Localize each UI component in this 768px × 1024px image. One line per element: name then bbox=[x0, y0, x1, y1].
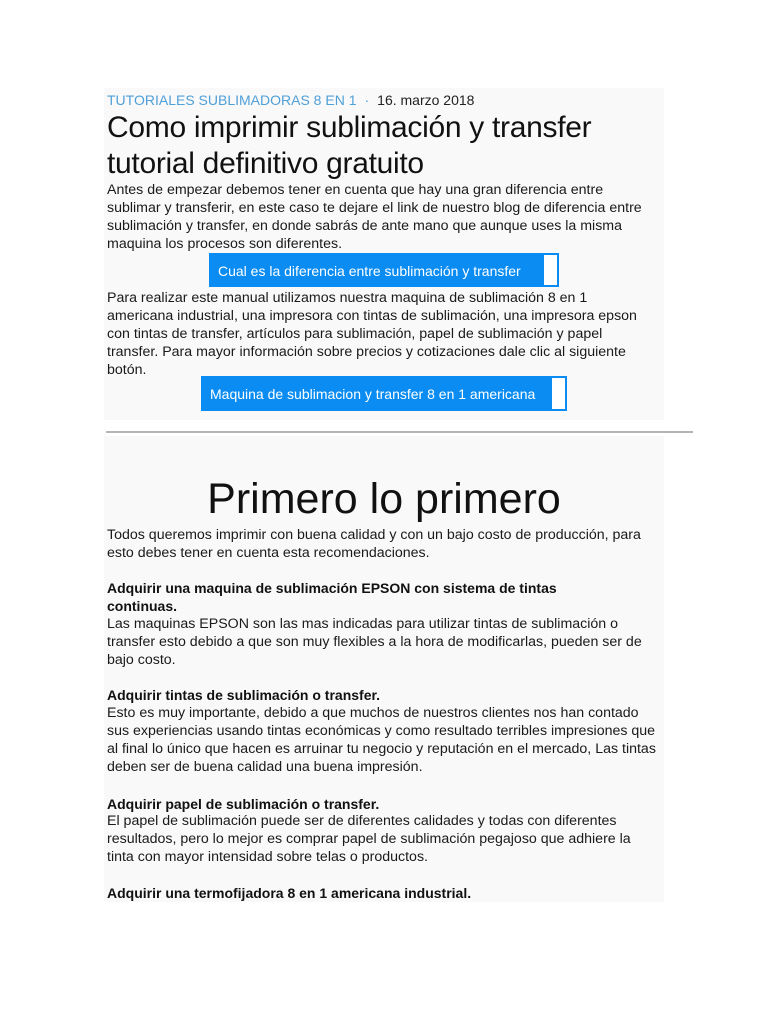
recommendation-heading: Adquirir una termofijadora 8 en 1 americana industrial. bbox=[107, 885, 472, 901]
meta-separator: · bbox=[364, 92, 370, 108]
machine-button-label: Maquina de sublimacion y transfer 8 en 1 americana bbox=[210, 386, 536, 402]
post-meta bbox=[107, 91, 474, 109]
recommendation-heading: Adquirir papel de sublimación o transfer. bbox=[107, 796, 380, 812]
recommendation-text: Esto es muy importante, debido a que muchos de nuestros clientes nos han contado sus experiencias usando tintas económicas y como resultado terribles impresiones que al final lo único que hacen es arruinar tu negocio y reputación en el mercado, Las tintas deben ser de buena calidad una buena impresión. bbox=[107, 705, 656, 775]
recommendation-text: Las maquinas EPSON son las mas indicadas para utilizar tintas de sublimación o transfer esto debido a que son muy flexibles a la hora de modificarlas, pueden ser de bajo costo. bbox=[107, 616, 642, 668]
recommendation-heading: Adquirir una maquina de sublimación EPSON con sistema de tintas continuas. bbox=[107, 580, 557, 614]
section-divider bbox=[106, 431, 693, 433]
section-intro: Todos queremos imprimir con buena calidad y con un bajo costo de producción, para esto debes tener en cuenta esta recomendaciones. bbox=[107, 527, 641, 561]
intro-paragraph: Antes de empezar debemos tener en cuenta que hay una gran diferencia entre sublimar y transferir, en este caso te dejare el link de nuestro blog de diferencia entre sublimación y transfer, en donde sabrás de ante mano que aunque uses la misma maquina los procesos son diferentes. bbox=[107, 182, 642, 252]
difference-link-button[interactable] bbox=[209, 253, 559, 287]
category-link[interactable]: TUTORIALES SUBLIMADORAS 8 EN 1 bbox=[107, 92, 357, 108]
post-date: 16. marzo 2018 bbox=[377, 92, 475, 108]
section-heading: Primero lo primero bbox=[207, 475, 561, 523]
difference-button-label: Cual es la diferencia entre sublimación y transfer bbox=[218, 263, 521, 279]
recommendation-heading: Adquirir tintas de sublimación o transfer. bbox=[107, 687, 381, 703]
recommendation-text: El papel de sublimación puede ser de diferentes calidades y todas con diferentes resultados, pero lo mejor es comprar papel de sublimación pegajoso que adhiere la tinta con mayor intensidad sobre telas o productos. bbox=[107, 813, 631, 865]
manual-paragraph: Para realizar este manual utilizamos nuestra maquina de sublimación 8 en 1 americana industrial, una impresora con tintas de sublimación, una impresora epson con tintas de transfer, artículos para sublimación, papel de sublimación y papel transfer. Para mayor información sobre precios y cotizaciones dale clic al siguiente botón. bbox=[107, 290, 637, 378]
machine-link-button[interactable] bbox=[201, 376, 567, 411]
page-title: Como imprimir sublimación y transfer tutorial definitivo gratuito bbox=[107, 111, 592, 180]
